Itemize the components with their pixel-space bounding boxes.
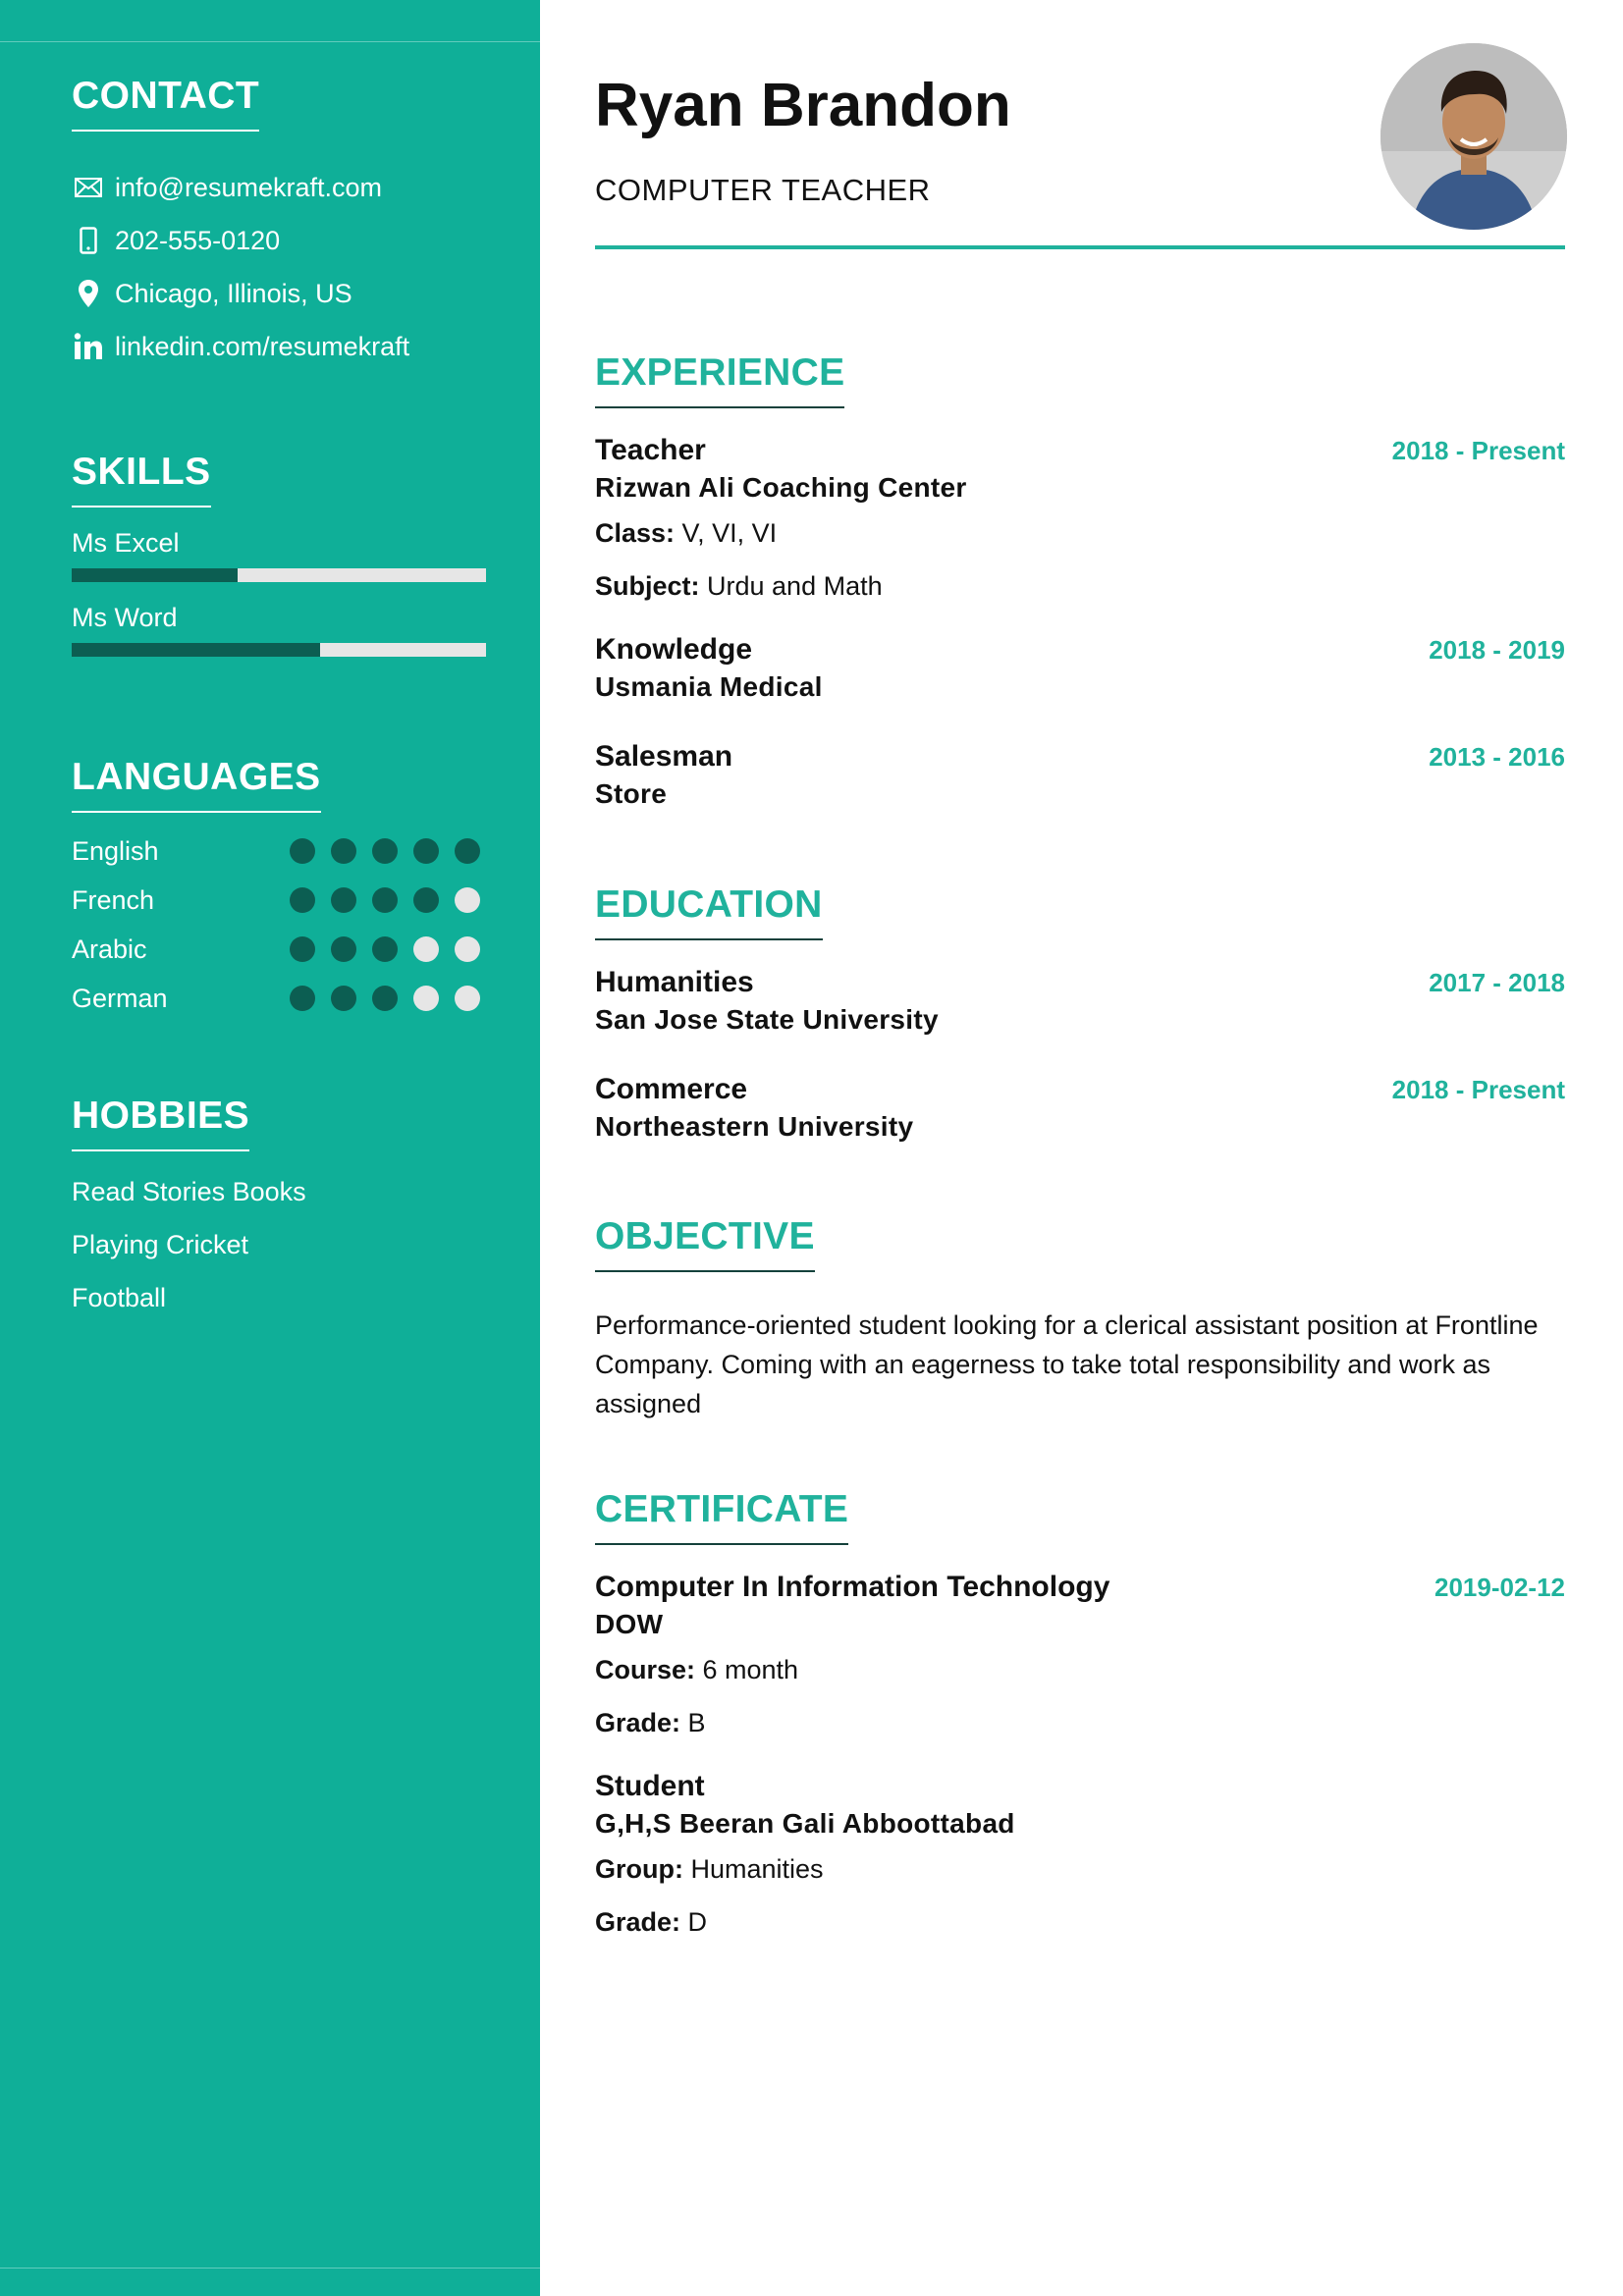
entry-title: Knowledge	[595, 633, 753, 666]
skill-item	[72, 523, 494, 582]
experience-entry	[595, 738, 1565, 813]
envelope-icon	[72, 171, 105, 204]
rating-dot-empty	[413, 936, 439, 962]
language-rating	[290, 986, 480, 1011]
languages-section	[72, 756, 494, 1023]
skill-bar	[72, 568, 486, 582]
rating-dot-filled	[331, 887, 356, 913]
contact-section	[72, 75, 494, 373]
language-row	[72, 925, 494, 974]
contact-linkedin[interactable]	[72, 320, 494, 373]
entry-title: Computer In Information Technology	[595, 1571, 1110, 1603]
detail-label: Course:	[595, 1655, 696, 1684]
entry-title: Salesman	[595, 740, 733, 773]
sidebar	[0, 0, 540, 2296]
education-entry	[595, 964, 1565, 1039]
language-row	[72, 876, 494, 925]
rating-dot-filled	[290, 936, 315, 962]
rating-dot-filled	[331, 986, 356, 1011]
detail-value: B	[680, 1708, 706, 1737]
entry-title: Humanities	[595, 966, 754, 998]
entry-detail	[595, 1643, 1565, 1696]
rating-dot-empty	[455, 986, 480, 1011]
entry-organization: Rizwan Ali Coaching Center	[595, 472, 967, 503]
detail-label: Class:	[595, 518, 676, 548]
sidebar-bottom-divider	[0, 2268, 540, 2269]
language-name: German	[72, 983, 168, 1013]
certificate-entry	[595, 1569, 1565, 1749]
language-rating	[290, 936, 480, 962]
detail-value: V, VI, VI	[675, 518, 778, 548]
skills-heading: SKILLS	[72, 451, 211, 507]
phone-text: 202-555-0120	[115, 225, 281, 255]
objective-text: Performance-oriented student looking for a clerical assistant position at Frontline Company. Coming with an eagerness to take total responsibility and work as assigned	[595, 1310, 1539, 1418]
language-name: English	[72, 835, 159, 866]
skill-item	[72, 598, 494, 657]
entry-detail	[595, 1896, 1565, 1949]
hobbies-section	[72, 1095, 494, 1324]
detail-label: Grade:	[595, 1907, 681, 1937]
certificate-heading: CERTIFICATE	[595, 1488, 848, 1545]
entry-organization: San Jose State University	[595, 1004, 939, 1035]
entry-date: 2019-02-12	[1434, 1573, 1565, 1602]
rating-dot-empty	[455, 936, 480, 962]
linkedin-text: linkedin.com/resumekraft	[115, 331, 410, 361]
skill-label: Ms Excel	[72, 528, 180, 558]
entry-title: Teacher	[595, 434, 706, 466]
phone-icon	[72, 224, 105, 257]
rating-dot-filled	[372, 936, 398, 962]
detail-value: D	[680, 1907, 708, 1937]
sidebar-top-divider	[0, 41, 540, 42]
detail-label: Group:	[595, 1854, 683, 1884]
rating-dot-filled	[372, 887, 398, 913]
hobby-item: Read Stories Books	[72, 1177, 306, 1206]
rating-dot-empty	[413, 986, 439, 1011]
rating-dot-filled	[290, 838, 315, 864]
contact-heading: CONTACT	[72, 75, 259, 132]
language-rating	[290, 838, 480, 864]
skills-section	[72, 451, 494, 657]
skill-bar	[72, 643, 486, 657]
objective-heading: OBJECTIVE	[595, 1215, 815, 1272]
header-divider	[595, 245, 1565, 249]
entry-date: 2018 - 2019	[1429, 635, 1565, 665]
rating-dot-filled	[372, 838, 398, 864]
experience-entry	[595, 432, 1565, 613]
detail-label: Subject:	[595, 571, 700, 601]
experience-heading: EXPERIENCE	[595, 351, 844, 408]
education-entry	[595, 1071, 1565, 1146]
entry-organization: Northeastern University	[595, 1111, 914, 1142]
job-title: COMPUTER TEACHER	[595, 173, 931, 207]
contact-location	[72, 267, 494, 320]
entry-organization: Store	[595, 778, 668, 809]
entry-organization: Usmania Medical	[595, 671, 823, 702]
education-heading: EDUCATION	[595, 883, 823, 940]
location-text: Chicago, Illinois, US	[115, 278, 352, 308]
rating-dot-filled	[413, 838, 439, 864]
email-text: info@resumekraft.com	[115, 172, 382, 202]
language-rating	[290, 887, 480, 913]
rating-dot-filled	[290, 986, 315, 1011]
detail-label: Grade:	[595, 1708, 681, 1737]
language-name: Arabic	[72, 934, 147, 964]
contact-phone[interactable]	[72, 214, 494, 267]
entry-title: Student	[595, 1770, 705, 1802]
skill-label: Ms Word	[72, 603, 178, 632]
entry-date: 2018 - Present	[1391, 436, 1565, 465]
linkedin-icon	[72, 330, 105, 363]
rating-dot-filled	[331, 936, 356, 962]
detail-value: 6 month	[695, 1655, 799, 1684]
entry-organization: DOW	[595, 1609, 664, 1639]
language-row	[72, 827, 494, 876]
languages-heading: LANGUAGES	[72, 756, 321, 813]
entry-organization: G,H,S Beeran Gali Abboottabad	[595, 1808, 1015, 1839]
certificate-entry	[595, 1768, 1565, 1949]
entry-detail	[595, 507, 1565, 560]
detail-value: Urdu and Math	[699, 571, 883, 601]
entry-detail	[595, 1842, 1565, 1896]
map-pin-icon	[72, 277, 105, 310]
candidate-name: Ryan Brandon	[595, 72, 1011, 139]
entry-title: Commerce	[595, 1073, 748, 1105]
entry-date: 2018 - Present	[1391, 1075, 1565, 1104]
avatar	[1380, 43, 1567, 230]
entry-detail	[595, 1696, 1565, 1749]
rating-dot-empty	[455, 887, 480, 913]
hobby-item: Football	[72, 1283, 167, 1312]
rating-dot-filled	[372, 986, 398, 1011]
language-name: French	[72, 884, 155, 915]
entry-date: 2013 - 2016	[1429, 742, 1565, 772]
entry-date: 2017 - 2018	[1429, 968, 1565, 997]
contact-email[interactable]	[72, 161, 494, 214]
rating-dot-filled	[455, 838, 480, 864]
skill-fill	[72, 568, 238, 582]
entry-detail	[595, 560, 1565, 613]
rating-dot-filled	[413, 887, 439, 913]
detail-value: Humanities	[682, 1854, 824, 1884]
skill-fill	[72, 643, 320, 657]
hobbies-heading: HOBBIES	[72, 1095, 249, 1151]
language-row	[72, 974, 494, 1023]
hobby-item: Playing Cricket	[72, 1230, 249, 1259]
experience-entry	[595, 631, 1565, 706]
rating-dot-filled	[331, 838, 356, 864]
rating-dot-filled	[290, 887, 315, 913]
